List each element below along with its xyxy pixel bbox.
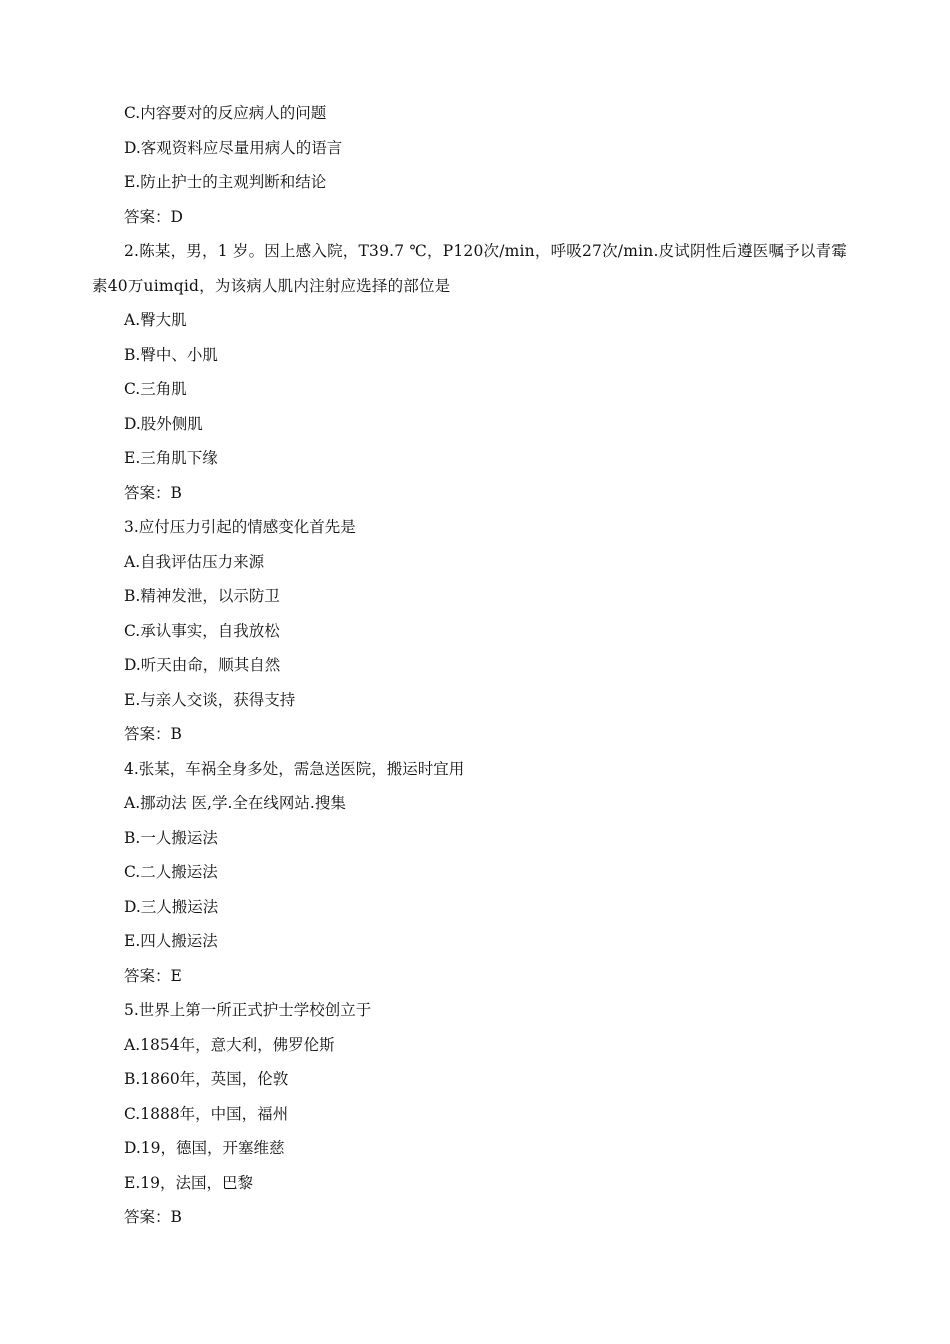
q4-option-a: A.挪动法 医,学.全在线网站.搜集 xyxy=(124,794,346,812)
q5-option-e: E.19，法国，巴黎 xyxy=(124,1173,253,1192)
q3-stem: 3.应付压力引起的情感变化首先是 xyxy=(124,518,356,536)
document-page xyxy=(0,96,950,1235)
q4-option-d: D.三人搬运法 xyxy=(124,897,219,916)
q5-stem: 5.世界上第一所正式护士学校创立于 xyxy=(124,1001,372,1019)
q2-option-e: E.三角肌下缘 xyxy=(124,449,218,467)
q3-option-a: A.自我评估压力来源 xyxy=(124,552,265,571)
q2-answer: 答案：B xyxy=(124,483,182,502)
q1-option-e: E.防止护士的主观判断和结论 xyxy=(124,173,327,191)
q1-answer: 答案：D xyxy=(124,207,183,226)
q2-option-a: A.臀大肌 xyxy=(124,311,187,329)
q2-option-c: C.三角肌 xyxy=(124,380,187,398)
q5-option-d: D.19，德国，开塞维慈 xyxy=(124,1139,285,1157)
q3-option-e: E.与亲人交谈，获得支持 xyxy=(124,690,296,709)
q2-option-d: D.股外侧肌 xyxy=(124,414,203,433)
q4-option-e: E.四人搬运法 xyxy=(124,932,218,950)
q5-answer: 答案：B xyxy=(124,1208,182,1226)
q3-option-d: D.听天由命，顺其自然 xyxy=(124,656,281,674)
q1-option-c: C.内容要对的反应病人的问题 xyxy=(124,104,327,122)
q5-option-b: B.1860年，英国，伦敦 xyxy=(124,1070,289,1088)
q3-option-c: C.承认事实，自我放松 xyxy=(124,621,280,640)
q3-option-b: B.精神发泄，以示防卫 xyxy=(124,587,280,605)
q4-option-c: C.二人搬运法 xyxy=(124,863,218,881)
q5-option-c: C.1888年，中国，福州 xyxy=(124,1104,289,1123)
q2-stem: 2.陈某，男，1 岁。因上感入院，T39.7 ℃，P120次/min，呼吸27次/min.皮试阴性后遵医嘱予以青霉素40万uimqid，为该病人肌内注射应选择的部位是 xyxy=(92,242,847,295)
q5-option-a: A.1854年，意大利，佛罗伦斯 xyxy=(124,1035,335,1054)
q1-option-d: D.客观资料应尽量用病人的语言 xyxy=(124,138,343,157)
q2-option-b: B.臀中、小肌 xyxy=(124,345,218,364)
q4-option-b: B.一人搬运法 xyxy=(124,828,218,847)
q4-stem: 4.张某，车祸全身多处，需急送医院，搬运时宜用 xyxy=(124,759,465,778)
q4-answer: 答案：E xyxy=(124,966,182,985)
q3-answer: 答案：B xyxy=(124,725,182,743)
